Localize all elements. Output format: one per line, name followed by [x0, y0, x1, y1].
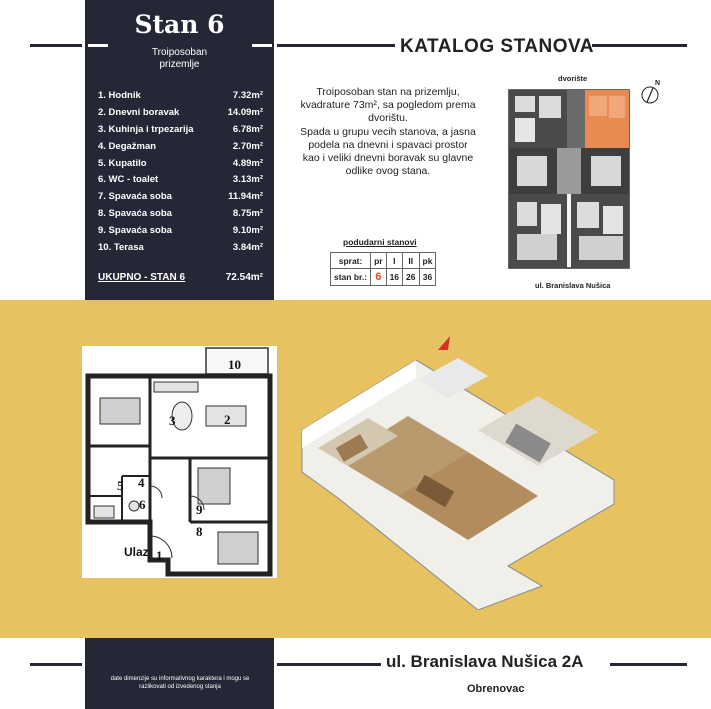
disclaimer-text: date dimenzije su informativnog karaktera i mogu se razlikovati od izvedenog stanja — [110, 676, 250, 690]
floor-cell: I — [386, 253, 402, 269]
room-list — [98, 88, 263, 257]
room-row — [98, 156, 263, 173]
room-row — [98, 172, 263, 189]
room-area: 2.70m² — [232, 140, 263, 152]
room-number: 4 — [138, 475, 145, 490]
bottom-rule-left — [30, 663, 82, 666]
room-row — [98, 139, 263, 156]
unit-title: Stan 6 — [134, 10, 225, 39]
room-area: 9.10m² — [232, 225, 263, 237]
top-rule-right — [592, 44, 687, 47]
room-row — [98, 223, 263, 240]
matching-units-title: podudarni stanovi — [343, 237, 417, 247]
room-row — [98, 105, 263, 122]
room-name: 9. Spavaća soba — [98, 225, 172, 237]
unit-subtitle — [85, 47, 274, 71]
courtyard-label: dvorište — [558, 74, 588, 83]
room-name: 3. Kuhinja i trpezarija — [98, 123, 194, 135]
unit-cell: 36 — [419, 269, 436, 286]
room-area: 8.75m² — [232, 208, 263, 220]
room-area: 3.13m² — [232, 174, 263, 186]
room-area: 7.32m² — [232, 90, 263, 101]
room-number: 10 — [228, 357, 241, 372]
room-row — [98, 206, 263, 223]
floor-row — [331, 253, 436, 269]
total-row — [98, 272, 263, 283]
site-street-label: ul. Branislava Nušica — [535, 281, 611, 290]
unit-cell-current: 6 — [371, 269, 387, 286]
room-number: 8 — [196, 524, 203, 539]
room-area: 6.78m² — [232, 123, 263, 135]
unit-cell: 26 — [403, 269, 419, 286]
top-rule-middle — [277, 44, 395, 47]
description-line: podela na dnevni i spavaci prostor — [308, 138, 468, 151]
room-row — [98, 122, 263, 139]
room-name: 5. Kupatilo — [98, 157, 147, 169]
floor-plan — [82, 346, 277, 578]
description-line: Spada u grupu vecih stanova, a jasna — [300, 125, 476, 138]
bottom-rule-right — [610, 663, 687, 666]
catalog-title: KATALOG STANOVA — [400, 36, 594, 57]
room-row — [98, 88, 263, 105]
room-row — [98, 189, 263, 206]
unit-label: stan br.: — [331, 269, 371, 286]
floor-cell: II — [403, 253, 419, 269]
floor-cell: pk — [419, 253, 436, 269]
unit-floor: prizemlje — [159, 59, 200, 70]
description-line: dvorištu. — [368, 112, 408, 125]
room-number: 9 — [196, 502, 203, 517]
unit-type: Troiposoban — [151, 47, 208, 58]
room-name: 8. Spavaća soba — [98, 208, 172, 220]
room-name: 2. Dnevni boravak — [98, 106, 180, 118]
entrance-label: Ulaz — [124, 545, 149, 559]
room-number: 1 — [156, 548, 163, 563]
room-name: 6. WC - toalet — [98, 174, 159, 186]
room-number: 5 — [117, 478, 124, 493]
room-name: 4. Degažman — [98, 140, 157, 152]
room-area: 3.84m² — [232, 242, 263, 254]
room-row — [98, 240, 263, 257]
room-number: 3 — [169, 413, 176, 428]
description-line: Troiposoban stan na prizemlju, — [316, 86, 460, 98]
entrance-marker-icon — [438, 336, 450, 350]
city: Obrenovac — [467, 683, 525, 695]
room-number: 2 — [224, 412, 231, 427]
top-rule-left — [30, 44, 82, 47]
matching-units-table — [330, 252, 436, 286]
description-line: kvadrature 73m², sa pogledom prema — [300, 99, 476, 112]
stairwell — [557, 148, 581, 194]
room-area: 14.09m² — [227, 106, 263, 118]
room-name: 10. Terasa — [98, 242, 144, 254]
description-line: odlike ovog stana. — [345, 165, 431, 178]
total-label: UKUPNO - STAN 6 — [98, 272, 186, 283]
total-area: 72.54m² — [225, 272, 263, 283]
unit-row — [331, 269, 436, 286]
room-name: 7. Spavaća soba — [98, 191, 172, 203]
room-area: 4.89m² — [232, 157, 263, 169]
description-line: kao i veliki dnevni boravak su glavne — [302, 152, 474, 165]
address: ul. Branislava Nušica 2A — [386, 652, 584, 671]
floor-label: sprat: — [331, 253, 371, 269]
room-area: 11.94m² — [228, 191, 263, 203]
room-name: 1. Hodnik — [98, 90, 141, 101]
unit-cell: 16 — [386, 269, 402, 286]
bottom-rule-middle — [277, 663, 381, 666]
floor-cell: pr — [371, 253, 387, 269]
room-number: 6 — [139, 497, 146, 512]
north-label: N — [655, 80, 661, 87]
isometric-plan — [298, 320, 618, 610]
site-plan — [505, 84, 635, 274]
unit-description — [278, 86, 498, 178]
